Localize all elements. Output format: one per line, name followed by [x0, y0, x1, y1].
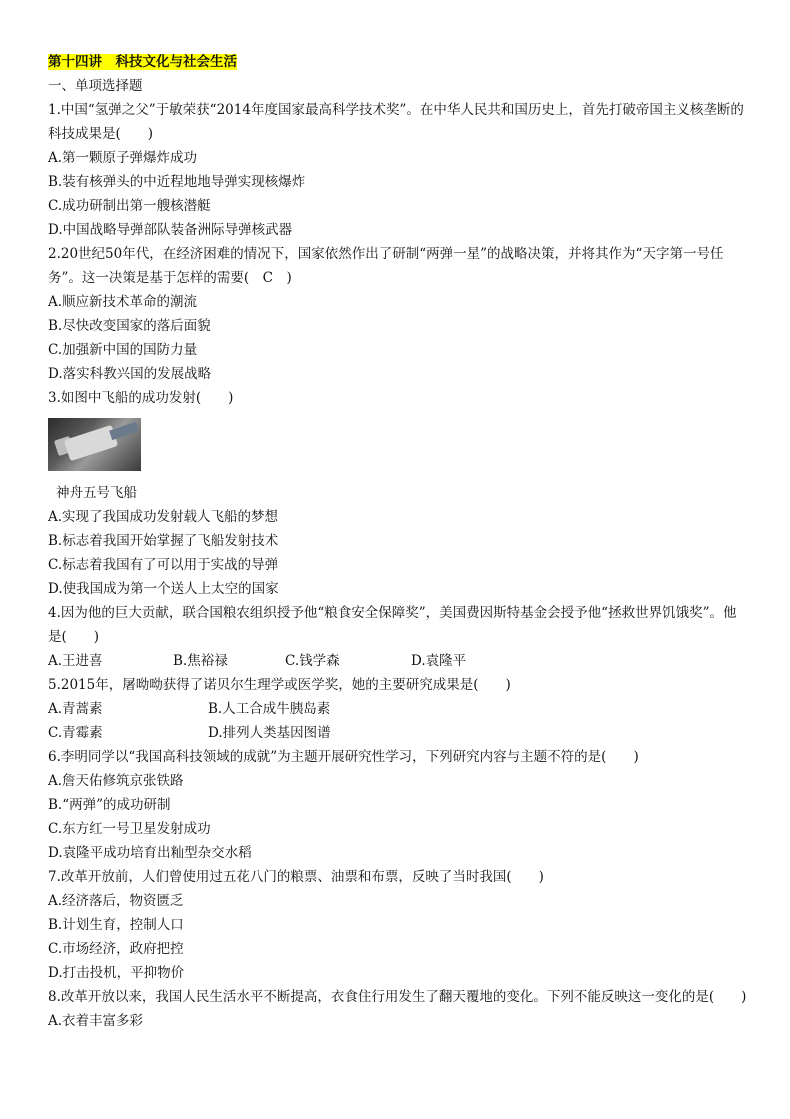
question-3-option-b: B.标志着我国开始掌握了飞船发射技术 [48, 533, 279, 549]
question-6-option-a: A.詹天佑修筑京张铁路 [48, 773, 184, 789]
question-8-stem: 8.改革开放以来，我国人民生活水平不断提高，衣食住行用发生了翻天覆地的变化。下列不能反映这一变化的是( ) [48, 989, 747, 1005]
question-7-stem: 7.改革开放前，人们曾使用过五花八门的粮票、油票和布票，反映了当时我国( ) [48, 869, 544, 885]
question-6-option-c: C.东方红一号卫星发射成功 [48, 821, 211, 837]
lesson-title: 第十四讲 科技文化与社会生活 [48, 54, 237, 70]
question-2-option-b: B.尽快改变国家的落后面貌 [48, 318, 211, 334]
question-2-answer: C [262, 270, 274, 286]
question-3-option-d: D.使我国成为第一个送人上太空的国家 [48, 581, 279, 597]
question-3-stem: 3.如图中飞船的成功发射( ) [48, 390, 234, 406]
question-5-option-d: D.排列人类基因图谱 [208, 725, 331, 741]
question-4-options [48, 649, 748, 673]
question-2-stem-end: ) [286, 270, 292, 286]
question-5-options-row-2 [48, 721, 748, 745]
question-1-option-a: A.第一颗原子弹爆炸成功 [48, 150, 198, 166]
question-5-options-row-1 [48, 697, 748, 721]
question-8-option-a: A.衣着丰富多彩 [48, 1013, 144, 1029]
question-4-option-b: B.焦裕禄 [173, 653, 228, 669]
question-6-option-b: B.“两弹”的成功研制 [48, 797, 171, 813]
question-1-option-b: B.装有核弹头的中近程地地导弹实现核爆炸 [48, 174, 306, 190]
question-5-option-c: C.青霉素 [48, 725, 103, 741]
lesson-title-line [48, 50, 748, 74]
question-1-option-d: D.中国战略导弹部队装备洲际导弹核武器 [48, 222, 293, 238]
question-7-option-b: B.计划生育，控制人口 [48, 917, 184, 933]
question-2-stem [48, 242, 748, 290]
question-5-option-b: B.人工合成牛胰岛素 [208, 701, 331, 717]
question-4-option-a: A.王进喜 [48, 653, 103, 669]
question-5-option-a: A.青蒿素 [48, 701, 103, 717]
question-1-stem: 1.中国“氢弹之父”于敏荣获“2014年度国家最高科学技术奖”。在中华人民共和国历史上，首先打破帝国主义核垄断的科技成果是( ) [48, 102, 744, 142]
question-7-option-a: A.经济落后，物资匮乏 [48, 893, 184, 909]
question-2-option-a: A.顺应新技术革命的潮流 [48, 294, 198, 310]
question-7-option-c: C.市场经济，政府把控 [48, 941, 184, 957]
spacecraft-photo [48, 418, 141, 471]
question-3-option-a: A.实现了我国成功发射载人飞船的梦想 [48, 509, 279, 525]
question-1-option-c: C.成功研制出第一艘核潜艇 [48, 198, 211, 214]
question-6-stem: 6.李明同学以“我国高科技领域的成就”为主题开展研究性学习，下列研究内容与主题不符的是( ) [48, 749, 639, 765]
photo-caption: 神舟五号飞船 [56, 485, 137, 501]
question-2-stem-text: 2.20世纪50年代，在经济困难的情况下，国家依然作出了研制“两弹一星”的战略决策，并将其作为“天字第一号任务”。这一决策是基于怎样的需要( [48, 246, 724, 286]
document-page [48, 50, 748, 1033]
section-heading: 一、单项选择题 [48, 78, 143, 94]
question-3-option-c: C.标志着我国有了可以用于实战的导弹 [48, 557, 279, 573]
question-2-option-c: C.加强新中国的国防力量 [48, 342, 198, 358]
question-2-option-d: D.落实科教兴国的发展战略 [48, 366, 212, 382]
question-6-option-d: D.袁隆平成功培育出籼型杂交水稻 [48, 845, 252, 861]
question-4-stem: 4.因为他的巨大贡献，联合国粮农组织授予他“粮食安全保障奖”，美国费因斯特基金会授予他“拯救世界饥饿奖”。他是( ) [48, 605, 737, 645]
question-4-option-d: D.袁隆平 [411, 653, 467, 669]
question-5-stem: 5.2015年，屠呦呦获得了诺贝尔生理学或医学奖，她的主要研究成果是( ) [48, 677, 511, 693]
question-4-option-c: C.钱学森 [285, 653, 340, 669]
question-7-option-d: D.打击投机，平抑物价 [48, 965, 185, 981]
